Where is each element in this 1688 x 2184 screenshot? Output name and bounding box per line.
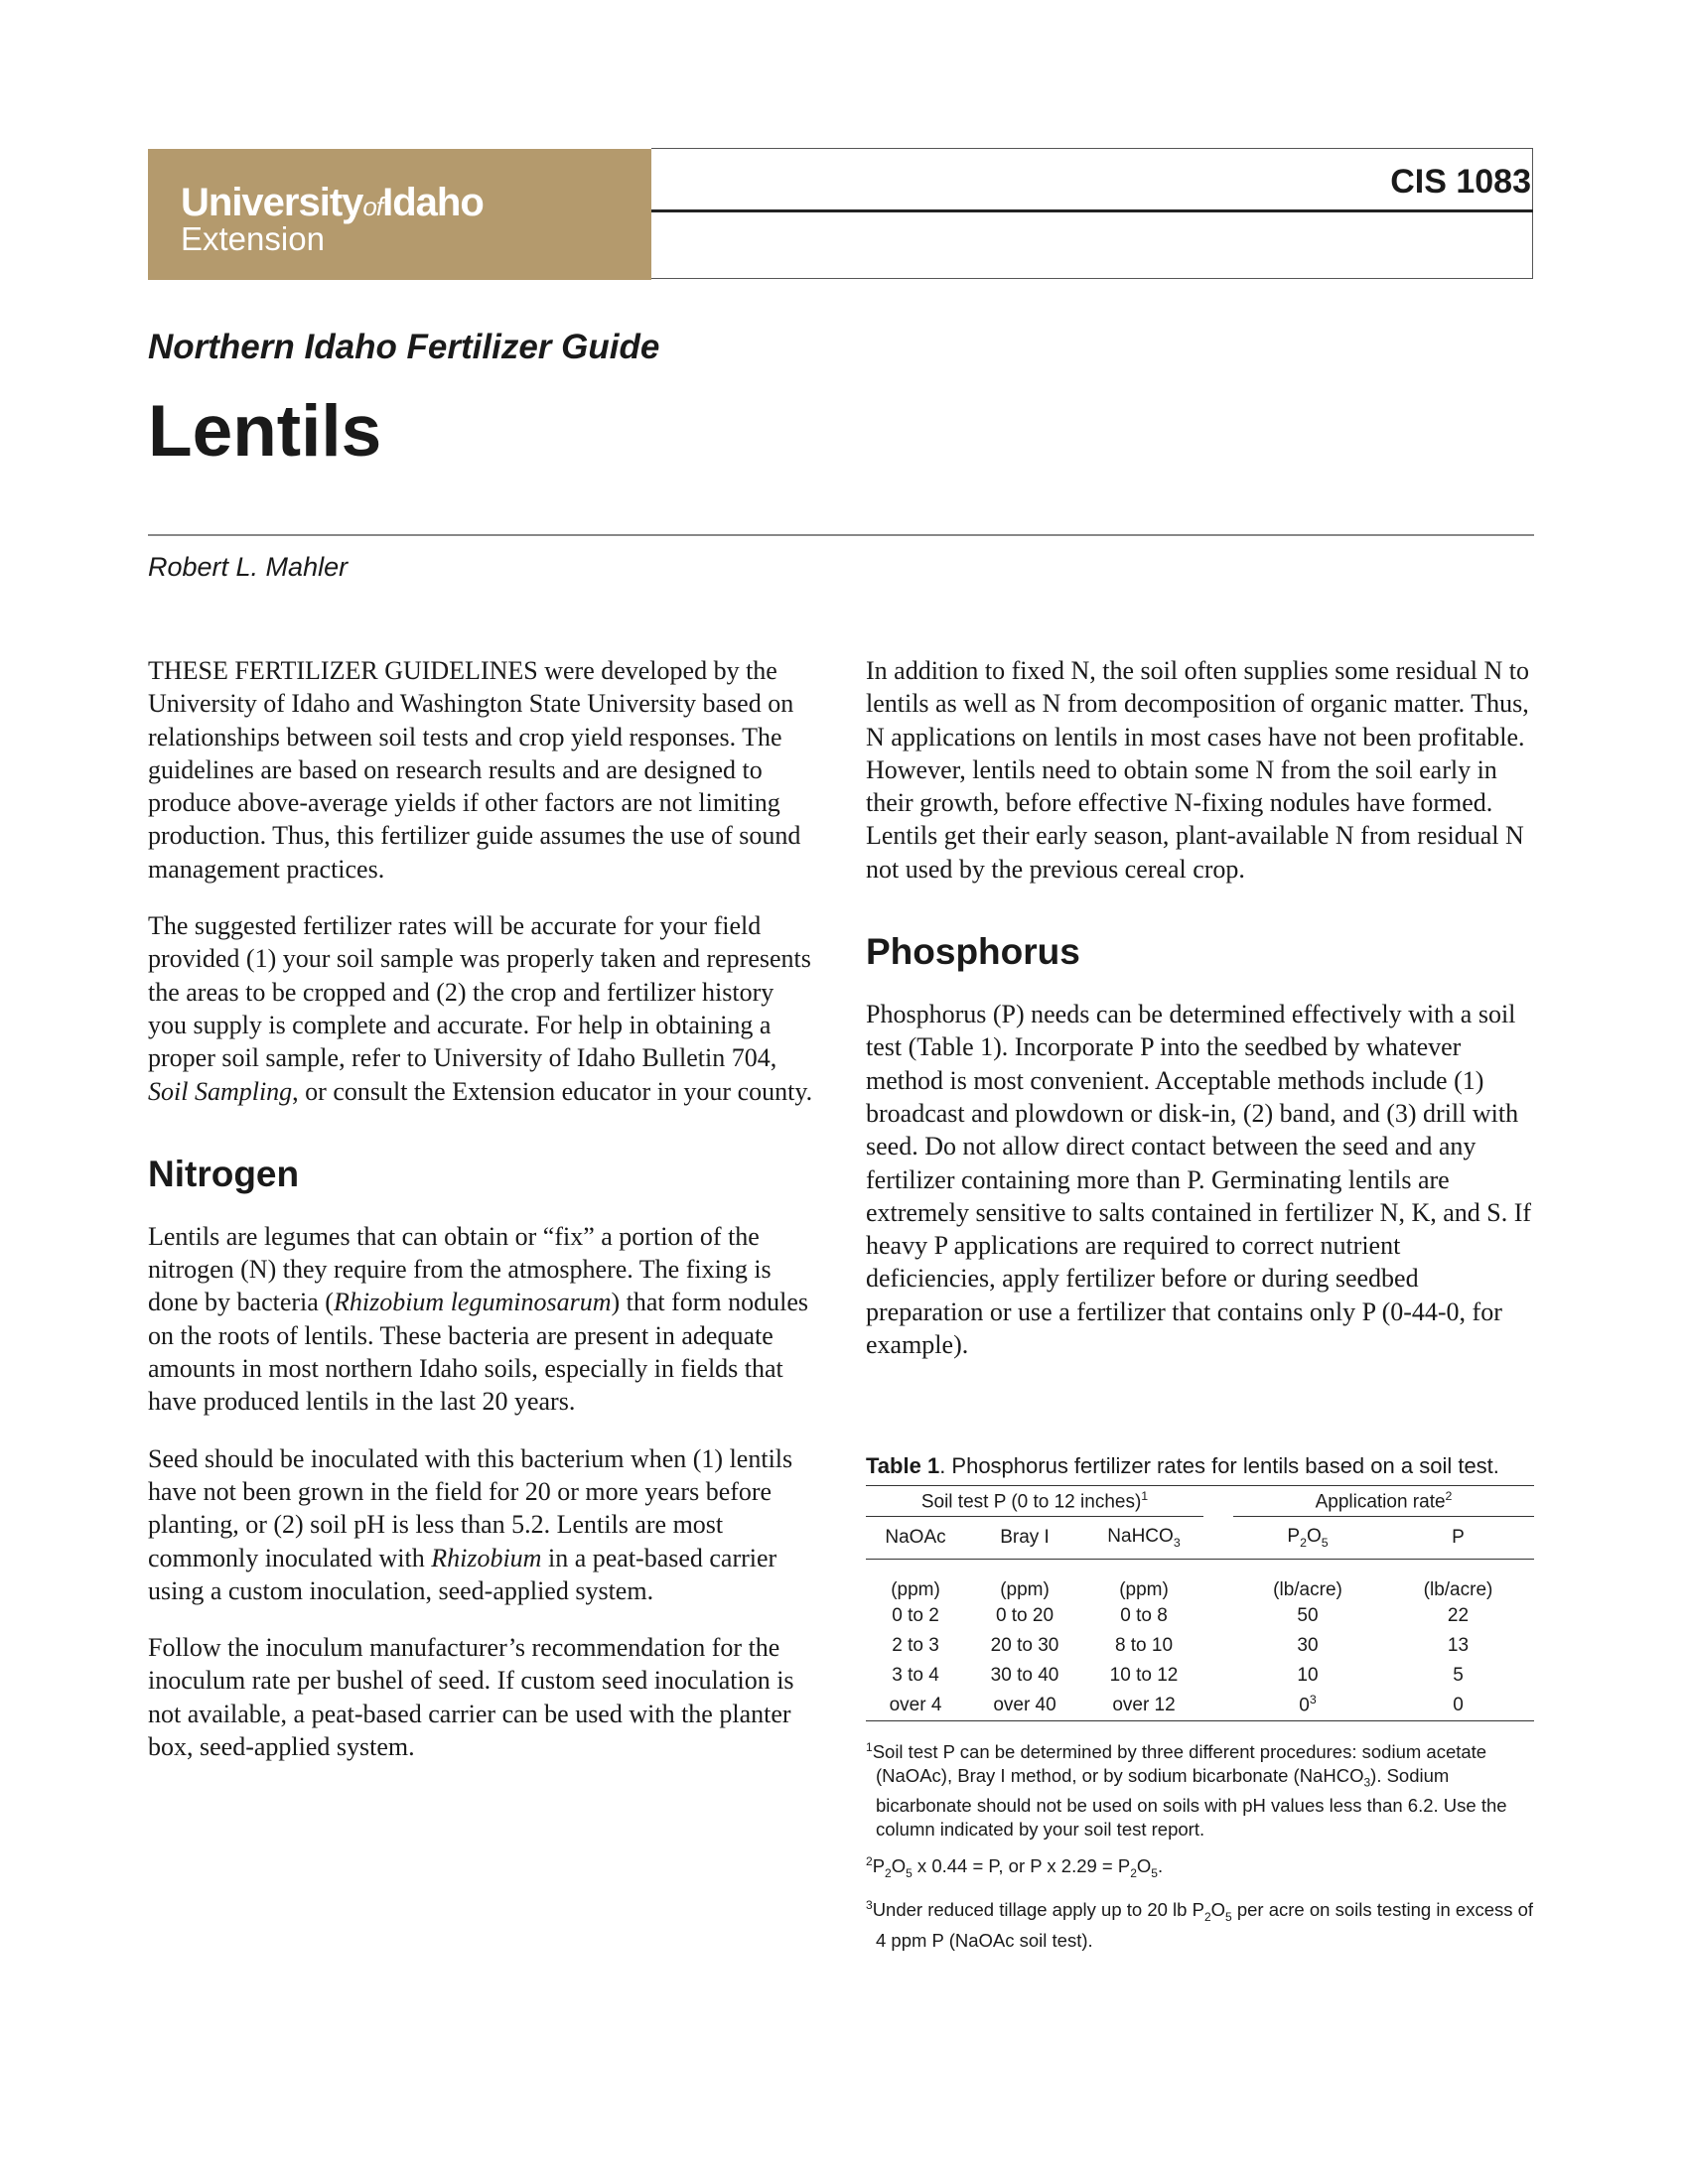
footnote-2: $^2P_2O_5$ x 0.44 = P, or P x $2.29 = P_2O_5$.: [866, 1854, 1164, 1881]
table-row: 0 to 2 0 to 20 0 to 8 50 22: [892, 1604, 1470, 1626]
col-nahco3: NaHCO$_3$: [1084, 1517, 1203, 1560]
bulletin-reference: Soil Sampling: [148, 1076, 293, 1106]
author: Robert L. Mahler: [148, 552, 349, 582]
right-column: [866, 654, 1533, 1385]
intro-paragraph-2: The suggested fertilizer rates will be accurate for your field provided (1) your soil sample was properly taken and represents the areas to be cropped and (2) the crop and fertilizer history you supply is complete and accurate. For help in obtaining a proper soil sample, refer to University of Idaho Bulletin 704, Soil Sampling, or consult the Extension educator in your county.: [148, 911, 813, 1106]
table-column-header: [866, 1517, 1534, 1560]
col-p: P: [1382, 1517, 1534, 1560]
table-footnotes: [866, 1735, 1534, 1954]
group-soil-test: Soil test P (0 to 12 inches)$^1$: [866, 1486, 1203, 1517]
table-row: 3 to 4 30 to 40 10 to 12 10 5: [892, 1664, 1464, 1686]
group-application-rate: Application rate$^2$: [1233, 1486, 1534, 1517]
phosphorus-heading: Phosphorus: [866, 931, 1080, 973]
phosphorus-paragraph-1: Phosphorus (P) needs can be determined effectively with a soil test (Table 1). Incorporate P into the seedbed by whatever method is most convenient. Acceptable methods include (1) broadcast and plowdown or disk-in, (2) band, and (3) drill with seed. Do not allow direct contact between the seed and any fertilizer containing more than P. Germinating lentils are extremely sensitive to salts contained in fertilizer N, K, and S. If heavy P applications are required to correct nutrient deficiencies, apply fertilizer before or during seedbed preparation or use a fertilizer that contains only P (0-44-0, for example).: [866, 1000, 1532, 1360]
table-row: 2 to 3 20 to 30 8 to 10 30 13: [892, 1634, 1470, 1656]
nitrogen-paragraph-4: In addition to fixed N, the soil often supplies some residual N to lentils as well as N from decomposition of organic matter. Thus, N applications on lentils in most cases have not been profitable. However, lentils need to obtain some N from the soil early in their growth, before effective N-fixing nodules have formed. Lentils get their early season, plant-available N from residual N not used by the previous cereal crop.: [866, 656, 1529, 884]
nitrogen-heading: Nitrogen: [148, 1153, 300, 1194]
table-1: [866, 1453, 1534, 1961]
header-rule: [651, 209, 1533, 212]
nitrogen-paragraph-1: Lentils are legumes that can obtain or “fix” a portion of the nitrogen (N) they require from the atmosphere. The fixing is done by bacteria (Rhizobium leguminosarum) that form nodules on the roots of lentils. These bacteria are present in adequate amounts in most northern Idaho soils, especially in fields that have produced lentils in the last 20 years.: [148, 1221, 809, 1417]
title-divider: [148, 534, 1534, 536]
series-title: Northern Idaho Fertilizer Guide: [148, 328, 660, 366]
nitrogen-paragraph-3: Follow the inoculum manufacturer’s recommendation for the inoculum rate per bushel of seed. If custom seed inoculation is not available, a peat-based carrier can be used with the planter box, seed-applied system.: [148, 1633, 794, 1762]
table-row: over 4 over 40 over 12 $0^3$ 0: [866, 1691, 1534, 1721]
footnote-1: $^1$Soil test P can be determined by three different procedures: sodium acetate (NaOAc), Bray I method, or by sodium bicarbonate (NaHCO$_3$). Sodium bicarbonate should not be used on soils with pH values less than 6.2. Use the column indicated by your soil test report.: [866, 1739, 1507, 1841]
table-group-header: [866, 1486, 1534, 1517]
document-id: CIS 1083: [1390, 163, 1531, 201]
col-p2o5: $P_2O_5$: [1233, 1517, 1382, 1560]
table-caption: Table 1. Phosphorus fertilizer rates for lentils based on a soil test.: [866, 1453, 1499, 1478]
logo-wordmark: UniversityofIdaho: [181, 181, 484, 224]
nitrogen-paragraph-2: Seed should be inoculated with this bacterium when (1) lentils have not been grown in the field for 20 or more years before planting, or (2) soil pH is less than 5.2. Lentils are most commonly inoculated with Rhizobium in a peat-based carrier using a custom inoculation, seed-applied system.: [148, 1443, 793, 1605]
phosphorus-rate-table: [866, 1485, 1534, 1721]
col-bray: Bray I: [965, 1517, 1084, 1560]
intro-paragraph-1: THESE FERTILIZER GUIDELINES were developed by the University of Idaho and Washington State University based on relationships between soil tests and crop yield responses. The guidelines are based on research results and are designed to produce above-average yields if other factors are not limiting production. Thus, this fertilizer guide assumes the use of sound management practices.: [148, 656, 801, 884]
col-naoac: NaOAc: [866, 1517, 965, 1560]
page-title: Lentils: [148, 391, 382, 472]
logo-extension: Extension: [181, 220, 325, 257]
footnote-3: $^3$Under reduced tillage apply up to 20 lb $P_2O_5$ per acre on soils testing in excess of 4 ppm P (NaOAc soil test).: [866, 1898, 1534, 1952]
table-units-row: (ppm) (ppm) (ppm) (lb/acre) (lb/acre): [891, 1578, 1493, 1600]
university-logo: [148, 149, 651, 280]
left-column: [148, 654, 815, 1787]
